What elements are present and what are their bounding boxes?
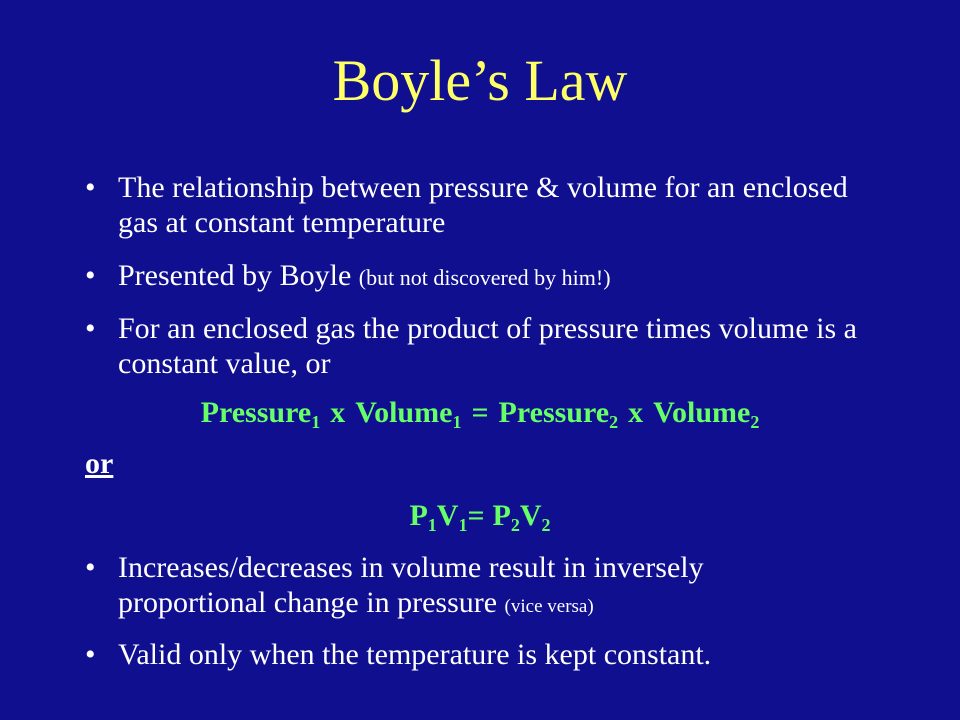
bullet-text: Valid only when the temperature is kept constant.	[118, 638, 712, 671]
bullet-text: The relationship between pressure & volume for an enclosed gas at constant temperature	[118, 171, 848, 239]
bullet-note: (but not discovered by him!)	[358, 265, 611, 290]
equation-words: Pressure$_1$ x Volume$_1$ = Pressure$_2$ x Volume$_2$	[200, 396, 760, 432]
bullet-dot: •	[85, 551, 96, 584]
bullet-text: Presented by Boyle	[118, 259, 359, 292]
bullet-presented	[85, 258, 858, 295]
slide-title: Boyle’s Law	[332, 48, 628, 113]
equation-symbols: $P_1V_1= P_2V_2$	[409, 499, 551, 535]
bullet-dot: •	[85, 312, 96, 345]
bullet-increases	[85, 550, 858, 624]
bullet-valid	[85, 637, 858, 672]
or-label: or	[85, 447, 114, 480]
bullet-dot: •	[85, 171, 96, 204]
bullet-relationship	[85, 170, 858, 240]
bullet-dot: •	[85, 259, 96, 292]
bullet-dot: •	[85, 638, 96, 671]
bullet-text: Increases/decreases in volume result in inversely proportional change in pressure	[118, 551, 704, 619]
bullet-product	[85, 311, 858, 381]
bullet-note: (vice versa)	[504, 596, 594, 617]
bullet-text: For an enclosed gas the product of pressure times volume is a constant value, or	[118, 312, 857, 380]
